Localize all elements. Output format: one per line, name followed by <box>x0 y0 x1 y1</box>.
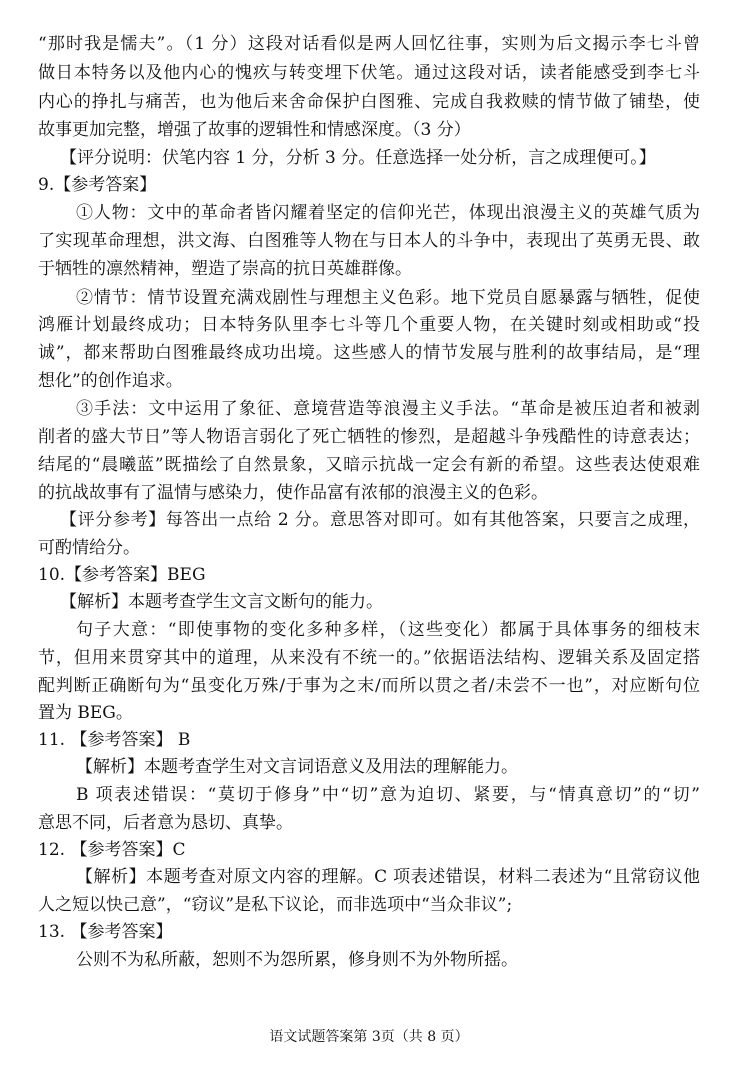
text-line: B 项表述错误：“莫切于修身”中“切”意为迫切、紧要，与“情真意切”的“切” <box>76 785 700 805</box>
text-line: 故事更加完整，增强了故事的逻辑性和情感深度。（3 分） <box>38 120 471 140</box>
scoring-note: 【评分参考】每答出一点给 2 分。意思答对即可。如有其他答案，只要言之成理， <box>60 510 700 530</box>
text-line: 意思不同，后者意为恳切、真挚。 <box>38 813 293 833</box>
text-line: 想化”的创作追求。 <box>38 371 183 391</box>
text-line: 削者的盛大节日”等人物语言弱化了死亡牺牲的惨烈，是超越斗争残酷性的诗意表达； <box>38 427 700 447</box>
scoring-note: 【评分说明：伏笔内容 1 分，分析 3 分。任意选择一处分析，言之成理便可。】 <box>60 148 656 168</box>
text-line: ②情节：情节设置充满戏剧性与理想主义色彩。地下党员自愿暴露与牺牲，促使 <box>76 288 700 308</box>
answer-line: 公则不为私所蔽，恕则不为怨所累，修身则不为外物所摇。 <box>76 950 518 970</box>
text-line: 的抗战故事有了温情与感染力，使作品富有浓郁的浪漫主义的色彩。 <box>38 483 548 503</box>
question-heading: 13. 【参考答案】 <box>38 922 173 942</box>
text-line: 做日本特务以及他内心的愧疚与转变埋下伏笔。通过这段对话，读者能感受到李七斗 <box>38 63 700 83</box>
text-line: 鸿雁计划最终成功；日本特务队里李七斗等几个重要人物，在关键时刻或相助或“投 <box>38 315 700 335</box>
analysis-line: 【解析】本题考查学生对文言词语意义及用法的理解能力。 <box>76 757 518 777</box>
text-line: 句子大意：“即使事物的变化多种多样，（这些变化）都属于具体事务的细枝末 <box>76 620 700 640</box>
text-line: 内心的挣扎与痛苦，也为他后来舍命保护白图雅、完成自我救赎的情节做了铺垫，使 <box>38 92 700 112</box>
text-line: 节，但用来贯穿其中的道理，从来没有不统一的。”依据语法结构、逻辑关系及固定搭 <box>38 648 700 668</box>
text-line: ①人物：文中的革命者皆闪耀着坚定的信仰光芒，体现出浪漫主义的英雄气质为 <box>76 203 700 223</box>
text-line: 人之短以快己意”，“窃议”是私下议论，而非选项中“当众非议”; <box>38 895 513 915</box>
question-heading: 12. 【参考答案】C <box>38 840 186 860</box>
text-line: “那时我是懦夫”。（1 分）这段对话看似是两人回忆往事，实则为后文揭示李七斗曾 <box>38 34 700 54</box>
text-line: 结尾的“晨曦蓝”既描绘了自然景象，又暗示抗战一定会有新的希望。这些表达使艰难 <box>38 455 700 475</box>
analysis-line: 【解析】本题考查对原文内容的理解。C 项表述错误，材料二表述为“且常窃议他 <box>76 867 700 887</box>
analysis-line: 【解析】本题考查学生文言文断句的能力。 <box>60 592 383 612</box>
text-line: ③手法：文中运用了象征、意境营造等浪漫主义手法。“革命是被压迫者和被剥 <box>76 399 700 419</box>
text-line: 诚”，都来帮助白图雅最终成功出境。这些感人的情节发展与胜利的故事结局，是“理 <box>38 343 700 363</box>
page-footer: 语文试题答案第 3页（共 8 页） <box>269 1029 469 1045</box>
text-line: 于牺牲的凛然精神，塑造了崇高的抗日英雄群像。 <box>38 259 412 279</box>
question-heading: 10.【参考答案】BEG <box>38 565 206 585</box>
text-line: 配判断正确断句为“虽变化万殊/于事为之末/而所以贯之者/未尝不一也”，对应断句位 <box>38 676 700 696</box>
question-heading: 9.【参考答案】 <box>38 175 157 195</box>
question-heading: 11. 【参考答案】 B <box>38 730 191 750</box>
text-line: 可酌情给分。 <box>38 538 140 558</box>
text-line: 了实现革命理想，洪文海、白图雅等人物在与日本人的斗争中，表现出了英勇无畏、敢 <box>38 231 700 251</box>
text-line: 置为 BEG。 <box>38 703 133 723</box>
